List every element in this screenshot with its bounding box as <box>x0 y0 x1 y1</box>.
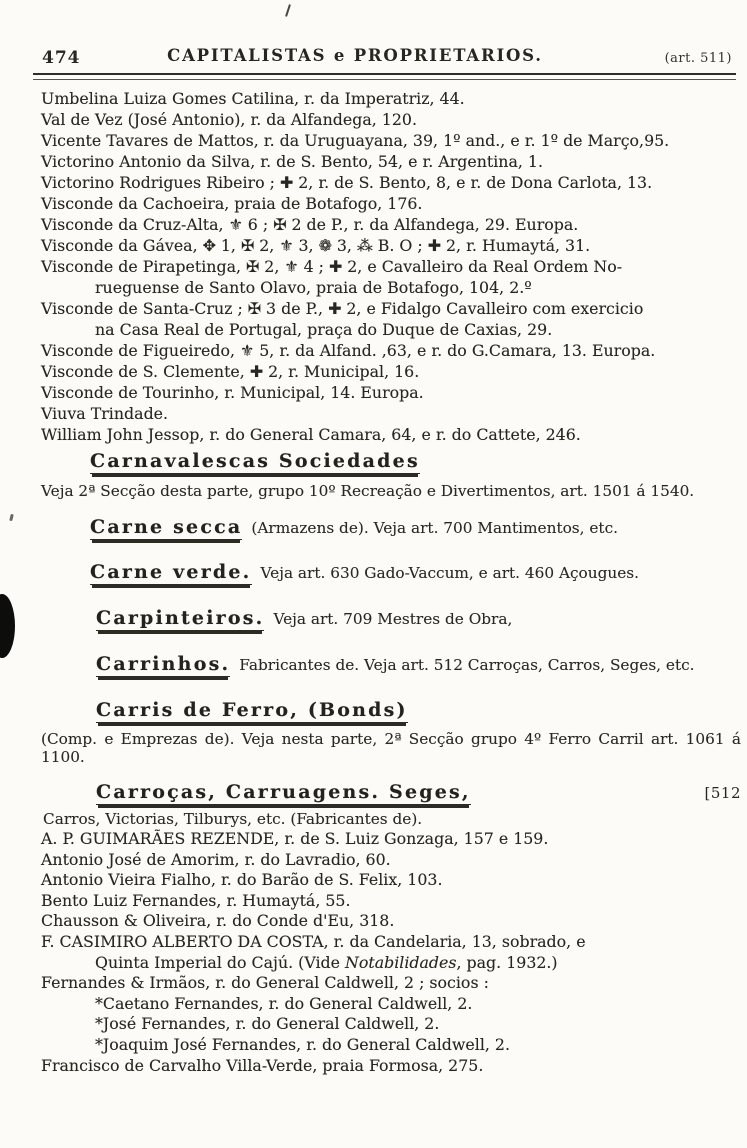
directory-entry: Vicente Tavares de Mattos, r. da Uruguayana, 39, 1º and., e r. 1º de Março,95. <box>41 131 670 150</box>
section-body: Fabricantes de. Veja art. 512 Carroças, Carros, Seges, etc. <box>239 656 695 674</box>
margin-article-number: [512 <box>704 784 741 802</box>
section-heading: Carrinhos. <box>96 653 231 675</box>
directory-entry: na Casa Real de Portugal, praça do Duque de Caxias, 29. <box>95 320 553 339</box>
section-carpinteiros <box>96 607 512 631</box>
section-carrocas-subtitle: Carros, Victorias, Tilburys, etc. (Fabricantes de). <box>43 810 423 828</box>
section-body: Veja art. 630 Gado-Vaccum, e art. 460 Açougues. <box>260 564 640 582</box>
ink-mark <box>285 4 291 17</box>
directory-entry: Visconde de Santa-Cruz ; ✠ 3 de P., ✚ 2, e Fidalgo Cavalleiro com exercicio <box>41 299 644 318</box>
directory-entry: F. CASIMIRO ALBERTO DA COSTA, r. da Candelaria, 13, sobrado, e <box>41 931 586 951</box>
directory-entry: Victorino Antonio da Silva, r. de S. Bento, 54, e r. Argentina, 1. <box>41 152 544 171</box>
page-number: 474 <box>42 48 81 68</box>
section-carris-de-ferro <box>96 699 408 723</box>
section-carrinhos <box>96 653 695 677</box>
directory-entry: Francisco de Carvalho Villa-Verde, praia Formosa, 275. <box>41 1055 484 1075</box>
section-body: (Armazens de). Veja art. 700 Mantimentos, etc. <box>251 519 619 537</box>
directory-entry: rueguense de Santo Olavo, praia de Botafogo, 104, 2.º <box>95 278 532 297</box>
capitalistas-directory-list <box>41 88 743 445</box>
directory-entry: William John Jessop, r. do General Camara, 64, e r. do Cattete, 246. <box>41 425 581 444</box>
directory-entry: Bento Luiz Fernandes, r. Humaytá, 55. <box>41 890 351 910</box>
article-reference: (art. 511) <box>664 51 732 66</box>
section-carrocas-carruagens <box>96 781 747 805</box>
directory-entry: Victorino Rodrigues Ribeiro ; ✚ 2, r. de S. Bento, 8, e r. de Dona Carlota, 13. <box>41 173 653 192</box>
directory-entry: Antonio José de Amorim, r. do Lavradio, 60. <box>41 849 391 869</box>
directory-entry: Visconde da Cruz-Alta, ⚜ 6 ; ✠ 2 de P., r. da Alfandega, 29. Europa. <box>41 215 579 234</box>
directory-entry: Chausson & Oliveira, r. do Conde d'Eu, 318. <box>41 911 395 931</box>
directory-entry: Visconde de Pirapetinga, ✠ 2, ⚜ 4 ; ✚ 2, e Cavalleiro da Real Ordem No- <box>41 257 623 276</box>
directory-entry: Visconde de Tourinho, r. Municipal, 14. Europa. <box>41 383 424 402</box>
page-header <box>34 46 736 70</box>
section-body: Veja art. 709 Mestres de Obra, <box>273 610 513 628</box>
header-rule <box>33 73 736 80</box>
section-heading: Carne verde. <box>90 561 252 583</box>
directory-entry: *Joaquim José Fernandes, r. do General Caldwell, 2. <box>95 1034 510 1054</box>
directory-entry: *José Fernandes, r. do General Caldwell, 2. <box>95 1014 440 1034</box>
directory-entry: A. P. GUIMARÃES REZENDE, r. de S. Luiz Gonzaga, 157 e 159. <box>41 829 549 848</box>
directory-entry: Quinta Imperial do Cajú. (Vide Notabilidades, pag. 1932.) <box>95 952 558 972</box>
directory-entry: *Caetano Fernandes, r. do General Caldwell, 2. <box>95 993 473 1013</box>
directory-entry: Visconde da Cachoeira, praia de Botafogo, 176. <box>41 194 423 213</box>
section-heading: Carroças, Carruagens. Seges, <box>96 781 471 803</box>
section-heading: Carris de Ferro, (Bonds) <box>96 699 408 721</box>
directory-entry: Antonio Vieira Fialho, r. do Barão de S. Felix, 103. <box>41 870 443 890</box>
directory-entry: Val de Vez (José Antonio), r. da Alfandega, 120. <box>41 110 417 129</box>
directory-entry: Visconde de Figueiredo, ⚜ 5, r. da Alfand. ,63, e r. do G.Camara, 13. Europa. <box>41 341 656 360</box>
section-heading: Carne secca <box>90 516 243 538</box>
section-heading: Carnavalescas Sociedades <box>90 450 420 472</box>
section-carris-body: (Comp. e Emprezas de). Veja nesta parte, 2ª Secção grupo 4º Ferro Carril art. 1061 á 1100. <box>41 730 741 766</box>
directory-entry: Fernandes & Irmãos, r. do General Caldwell, 2 ; socios : <box>41 973 489 993</box>
directory-entry: Viuva Trindade. <box>41 404 169 423</box>
directory-entry: Umbelina Luiza Gomes Catilina, r. da Imperatriz, 44. <box>41 89 465 108</box>
ink-speck <box>9 514 14 522</box>
section-carne-secca <box>90 516 618 540</box>
section-carnavalescas-body: Veja 2ª Secção desta parte, grupo 10º Recreação e Divertimentos, art. 1501 á 1540. <box>41 482 695 500</box>
section-carnavalescas-sociedades <box>90 450 420 474</box>
section-carne-verde <box>90 561 639 585</box>
directory-entry: Visconde da Gávea, ✥ 1, ✠ 2, ⚜ 3, ❁ 3, ⁂ B. O ; ✚ 2, r. Humaytá, 31. <box>41 236 591 255</box>
section-heading: Carpinteiros. <box>96 607 265 629</box>
carrocas-directory-list <box>41 829 743 1076</box>
binding-smudge <box>0 594 15 658</box>
page-title: CAPITALISTAS e PROPRIETARIOS. <box>167 46 543 65</box>
directory-entry: Visconde de S. Clemente, ✚ 2, r. Municipal, 16. <box>41 362 420 381</box>
